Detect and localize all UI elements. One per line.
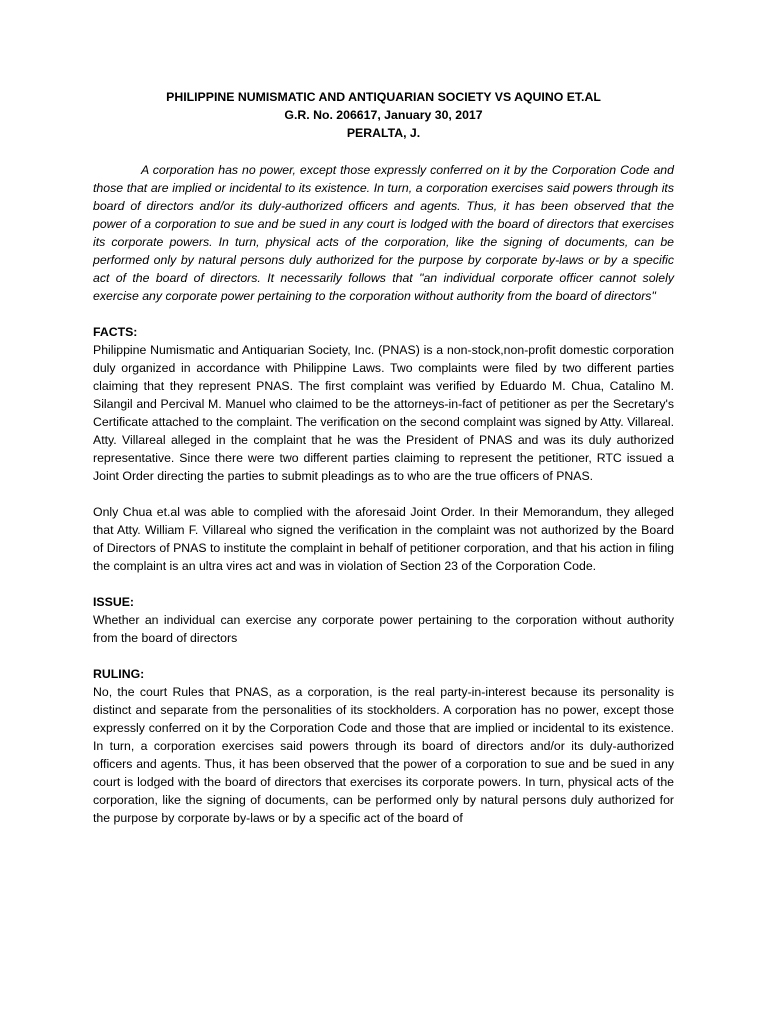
facts-paragraph-1: Philippine Numismatic and Antiquarian Society, Inc. (PNAS) is a non-stock,non-profit domestic corporation duly organized in accordance with Philippine Laws. Two complaints were filed by two different parties claiming that they represent PNAS. The first complaint was verified by Eduardo M. Chua, Catalino M. Silangil and Percival M. Manuel who claimed to be the attorneys-in-fact of petitioner as per the Secretary's Certificate attached to the complaint. The verification on the second complaint was signed by Atty. Villareal. Atty. Villareal alleged in the complaint that he was the President of PNAS and was its duly authorized representative. Since there were two different parties claiming to represent the petitioner, RTC issued a Joint Order directing the parties to submit pleadings as to who are the true officers of PNAS. [93,343,675,483]
case-header [93,88,674,142]
facts-paragraph-2: Only Chua et.al was able to complied with the aforesaid Joint Order. In their Memorandum, they alleged that Atty. William F. Villareal who signed the verification in the complaint was not authorized by the Board of Directors of PNAS to institute the complaint in behalf of petitioner corporation, and that his action in filing the complaint is an ultra vires act and was in violation of Section 23 of the Corporation Code. [93,505,674,573]
issue-paragraph: Whether an individual can exercise any corporate power pertaining to the corporation without authority from the board of directors [93,613,674,645]
case-number: G.R. No. 206617, January 30, 2017 [284,108,483,122]
case-title: PHILIPPINE NUMISMATIC AND ANTIQUARIAN SOCIETY VS AQUINO ET.AL [166,90,601,104]
doctrine-paragraph: A corporation has no power, except those expressly conferred on it by the Corporation Code and those that are implied or incidental to its existence. In turn, a corporation exercises said powers through its board of directors and/or its duly-authorized officers and agents. Thus, it has been observed that the power of a corporation to sue and be sued in any court is lodged with the board of directors that exercises its corporate powers. In turn, physical acts of the corporation, like the signing of documents, can be performed only by natural persons duly authorized for the purpose by corporate by-laws or by a specific act of the board of directors. It necessarily follows that "an individual corporate officer cannot solely exercise any corporate power pertaining to the corporation without authority from the board of directors" [93,163,674,303]
ponente: PERALTA, J. [346,126,421,140]
ruling-paragraph: No, the court Rules that PNAS, as a corporation, is the real party-in-interest because its personality is distinct and separate from the personalities of its stockholders. A corporation has no power, except those expressly conferred on it by the Corporation Code and those that are implied or incidental to its existence. In turn, a corporation exercises said powers through its board of directors and/or its duly-authorized officers and agents. Thus, it has been observed that the power of a corporation to sue and be sued in any court is lodged with the board of directors that exercises its corporate powers. In turn, physical acts of the corporation, like the signing of documents, can be performed only by natural persons duly authorized for the purpose by corporate by-laws or by a specific act of the board of [93,685,674,825]
facts-heading: FACTS: [93,325,138,339]
ruling-heading: RULING: [93,667,145,681]
issue-heading: ISSUE: [93,595,134,609]
document-body [93,88,674,827]
